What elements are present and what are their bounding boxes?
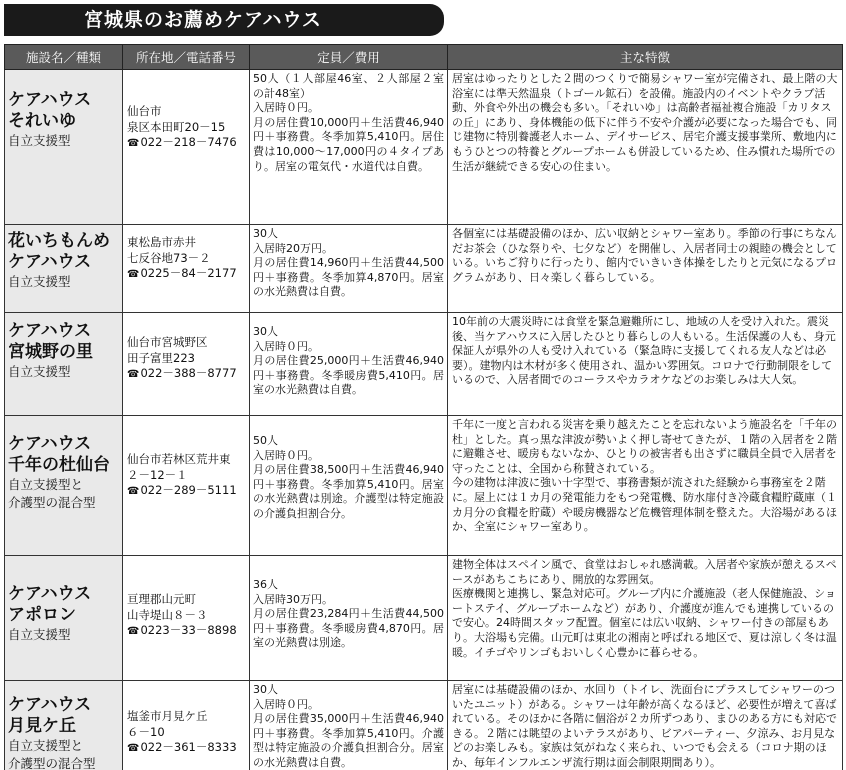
table-row xyxy=(5,681,843,770)
facility-name-cell xyxy=(5,556,123,681)
facility-name: ケアハウス 月見ケ丘 xyxy=(8,695,92,736)
facility-address: 仙台市 泉区本田町20－15 xyxy=(127,104,226,134)
facility-type: 自立支援型 xyxy=(8,274,71,289)
facility-tel: 0225－84－2177 xyxy=(140,266,237,280)
facility-tel: 022－218－7476 xyxy=(140,135,237,149)
facility-type: 自立支援型 xyxy=(8,133,71,148)
address-cell xyxy=(123,225,250,313)
facility-name: ケアハウス 千年の杜仙台 xyxy=(8,434,110,475)
facility-name-cell xyxy=(5,416,123,556)
facility-type: 自立支援型と 介護型の混合型 xyxy=(8,738,96,770)
page-title: 宮城県のお薦めケアハウス xyxy=(4,4,444,36)
address-cell xyxy=(123,556,250,681)
facility-fee: 36人 入居時30万円。 月の居住費23,284円＋生活費44,500円＋事務費。冬季暖房費4,870円。居室の光熱費は別途。 xyxy=(250,556,448,681)
phone-icon: ☎ xyxy=(127,269,140,280)
facility-address: 塩釜市月見ケ丘 ６－10 xyxy=(127,709,208,739)
facility-name: 花いちもんめ ケアハウス xyxy=(8,231,110,272)
table-row xyxy=(5,556,843,681)
facility-fee: 30人 入居時20万円。 月の居住費14,960円＋生活費44,500円＋事務費。冬季加算4,870円。居室の水光熱費は自費。 xyxy=(250,225,448,313)
care-house-table xyxy=(4,44,843,770)
facility-type: 自立支援型 xyxy=(8,364,71,379)
facility-name-cell xyxy=(5,313,123,416)
facility-name-cell xyxy=(5,681,123,770)
facility-fee: 30人 入居時０円。 月の居住費35,000円＋生活費46,940円＋事務費。冬季加算5,410円。介護型は特定施設の介護負担割合分。居室の水光熱費は自費。 xyxy=(250,681,448,770)
header-capacity-fee: 定員／費用 xyxy=(250,45,448,70)
header-features: 主な特徴 xyxy=(448,45,843,70)
facility-name-cell xyxy=(5,225,123,313)
facility-type: 自立支援型と 介護型の混合型 xyxy=(8,477,96,510)
facility-tel: 0223－33－8898 xyxy=(140,623,237,637)
table-header-row xyxy=(5,45,843,70)
phone-icon: ☎ xyxy=(127,743,140,754)
phone-icon: ☎ xyxy=(127,138,140,149)
facility-fee: 50人（１人部屋46室、２人部屋２室の計48室） 入居時０円。 月の居住費10,000円＋生活費46,940円＋事務費。冬季加算5,410円。居住費は10,000～17,000円の４タイプあり。居室の電気代・水道代は自費。 xyxy=(250,70,448,225)
facility-type: 自立支援型 xyxy=(8,627,71,642)
facility-tel: 022－289－5111 xyxy=(140,483,237,497)
facility-features: 建物全体はスペイン風で、食堂はおしゃれ感満載。入居者や家族が憩えるスペースがあちこちにあり、開放的な雰囲気。 医療機関と連携し、緊急対応可。グループ内に介護施設（老人保健施設、ショートステイ、グループホームなど）があり、介護度が進んでも連携しているので安心。24時間スタッフ配置。個室には広い収納、シャワー付きの部屋もあり。大浴場も完備。山元町は東北の湘南と呼ばれる地区で、夏は涼しく冬は温暖。イチゴやリンゴもおいしく心豊かに暮らせる。 xyxy=(448,556,843,681)
facility-address: 東松島市赤井 七反谷地73－２ xyxy=(127,235,211,265)
table-row xyxy=(5,225,843,313)
table-row xyxy=(5,313,843,416)
facility-tel: 022－388－8777 xyxy=(140,366,237,380)
facility-features: 千年に一度と言われる災害を乗り越えたことを忘れないよう施設名を「千年の杜」とした。真っ黒な津波が勢いよく押し寄せてきたが、１階の入居者を２階に避難させ、暖房もないなか、ひとりの被害者も出さずに職員全員で入居者を守ったことは、全国から称賛されている。 今の建物は津波に強い十字型で、事務書類が流された経験から事務室を２階に。屋上には１カ月の発電能力をもつ発電機、防水扉付き冷蔵食糧貯蔵庫（１カ月分の食糧を貯蔵）や暖房機器など危機管理体制を整えた。大浴場があるほか、全室にシャワー室あり。 xyxy=(448,416,843,556)
facility-address: 亘理郡山元町 山寺堤山８－３ xyxy=(127,592,208,622)
facility-tel: 022－361－8333 xyxy=(140,740,237,754)
facility-name-cell xyxy=(5,70,123,225)
table-row xyxy=(5,416,843,556)
address-cell xyxy=(123,416,250,556)
address-cell xyxy=(123,681,250,770)
facility-fee: 50人 入居時０円。 月の居住費38,500円＋生活費46,940円＋事務費。冬季加算5,410円。居室の水光熱費は別途。介護型は特定施設の介護負担割合分。 xyxy=(250,416,448,556)
phone-icon: ☎ xyxy=(127,626,140,637)
facility-features: 居室には基礎設備のほか、水回り（トイレ、洗面台にプラスしてシャワーのついたユニット）がある。シャワーは年齢が高くなるほど、必要性が増えて喜ばれている。そのほかに各階に個浴が２カ所ずつあり、まひのある方にも対応できる。２階には眺望のよいテラスがあり、ビアパーティー、夕涼み、お月見などのお楽しみも。家族は気がねなく来られ、いつでも会える（コロナ期のほか、毎年インフルエンザ流行期は面会制限期間あり）。 xyxy=(448,681,843,770)
header-name-type: 施設名／種類 xyxy=(5,45,123,70)
address-cell xyxy=(123,70,250,225)
facility-name: ケアハウス それいゆ xyxy=(8,90,92,131)
phone-icon: ☎ xyxy=(127,486,140,497)
facility-name: ケアハウス 宮城野の里 xyxy=(8,321,93,362)
facility-features: 居室はゆったりとした２間のつくりで簡易シャワー室が完備され、最上階の大浴室には準天然温泉（トゴール鉱石）を設備。施設内のイベントやクラブ活動、外食や外出の機会も多い。「それいゆ」は高齢者福祉複合施設「カリタスの丘」にあり、身体機能の低下に伴う不安や介護が必要になった場合でも、同じ建物に特別養護老人ホーム、デイサービス、居宅介護支援事業所、敷地内にもうひとつの特養とグループホームも併設しているため、住み慣れた場所での生活が継続できる安心の住まい。 xyxy=(448,70,843,225)
address-cell xyxy=(123,313,250,416)
table-row xyxy=(5,70,843,225)
facility-fee: 30人 入居時０円。 月の居住費25,000円＋生活費46,940円＋事務費。冬季暖房費5,410円。居室の水光熱費は自費。 xyxy=(250,313,448,416)
facility-address: 仙台市若林区荒井東 ２－12－１ xyxy=(127,452,231,482)
facility-name: ケアハウス アポロン xyxy=(8,584,92,625)
facility-features: 10年前の大震災時には食堂を緊急避難所にし、地域の人を受け入れた。震災後、当ケアハウスに入居したひとり暮らしの人もいる。生活保護の人も、身元保証人が県外の人も受け入れている（緊急時に支援してくれる友人などは必要）。建物内は木材が多く使用され、温かい雰囲気。コロナで行動制限をしているので、入居者間でのコーラスやカラオケなどのお楽しみは大人気。 xyxy=(448,313,843,416)
facility-address: 仙台市宮城野区 田子富里223 xyxy=(127,335,208,365)
phone-icon: ☎ xyxy=(127,369,140,380)
header-address-tel: 所在地／電話番号 xyxy=(123,45,250,70)
facility-features: 各個室には基礎設備のほか、広い収納とシャワー室あり。季節の行事にちなんだお茶会（ひな祭りや、七夕など）を開催し、入居者同士の親睦の機会としている。いちご狩りに行ったり、館内でいきいき体操をしたりと元気になるプログラムがあり、日々楽しく暮らしている。 xyxy=(448,225,843,313)
